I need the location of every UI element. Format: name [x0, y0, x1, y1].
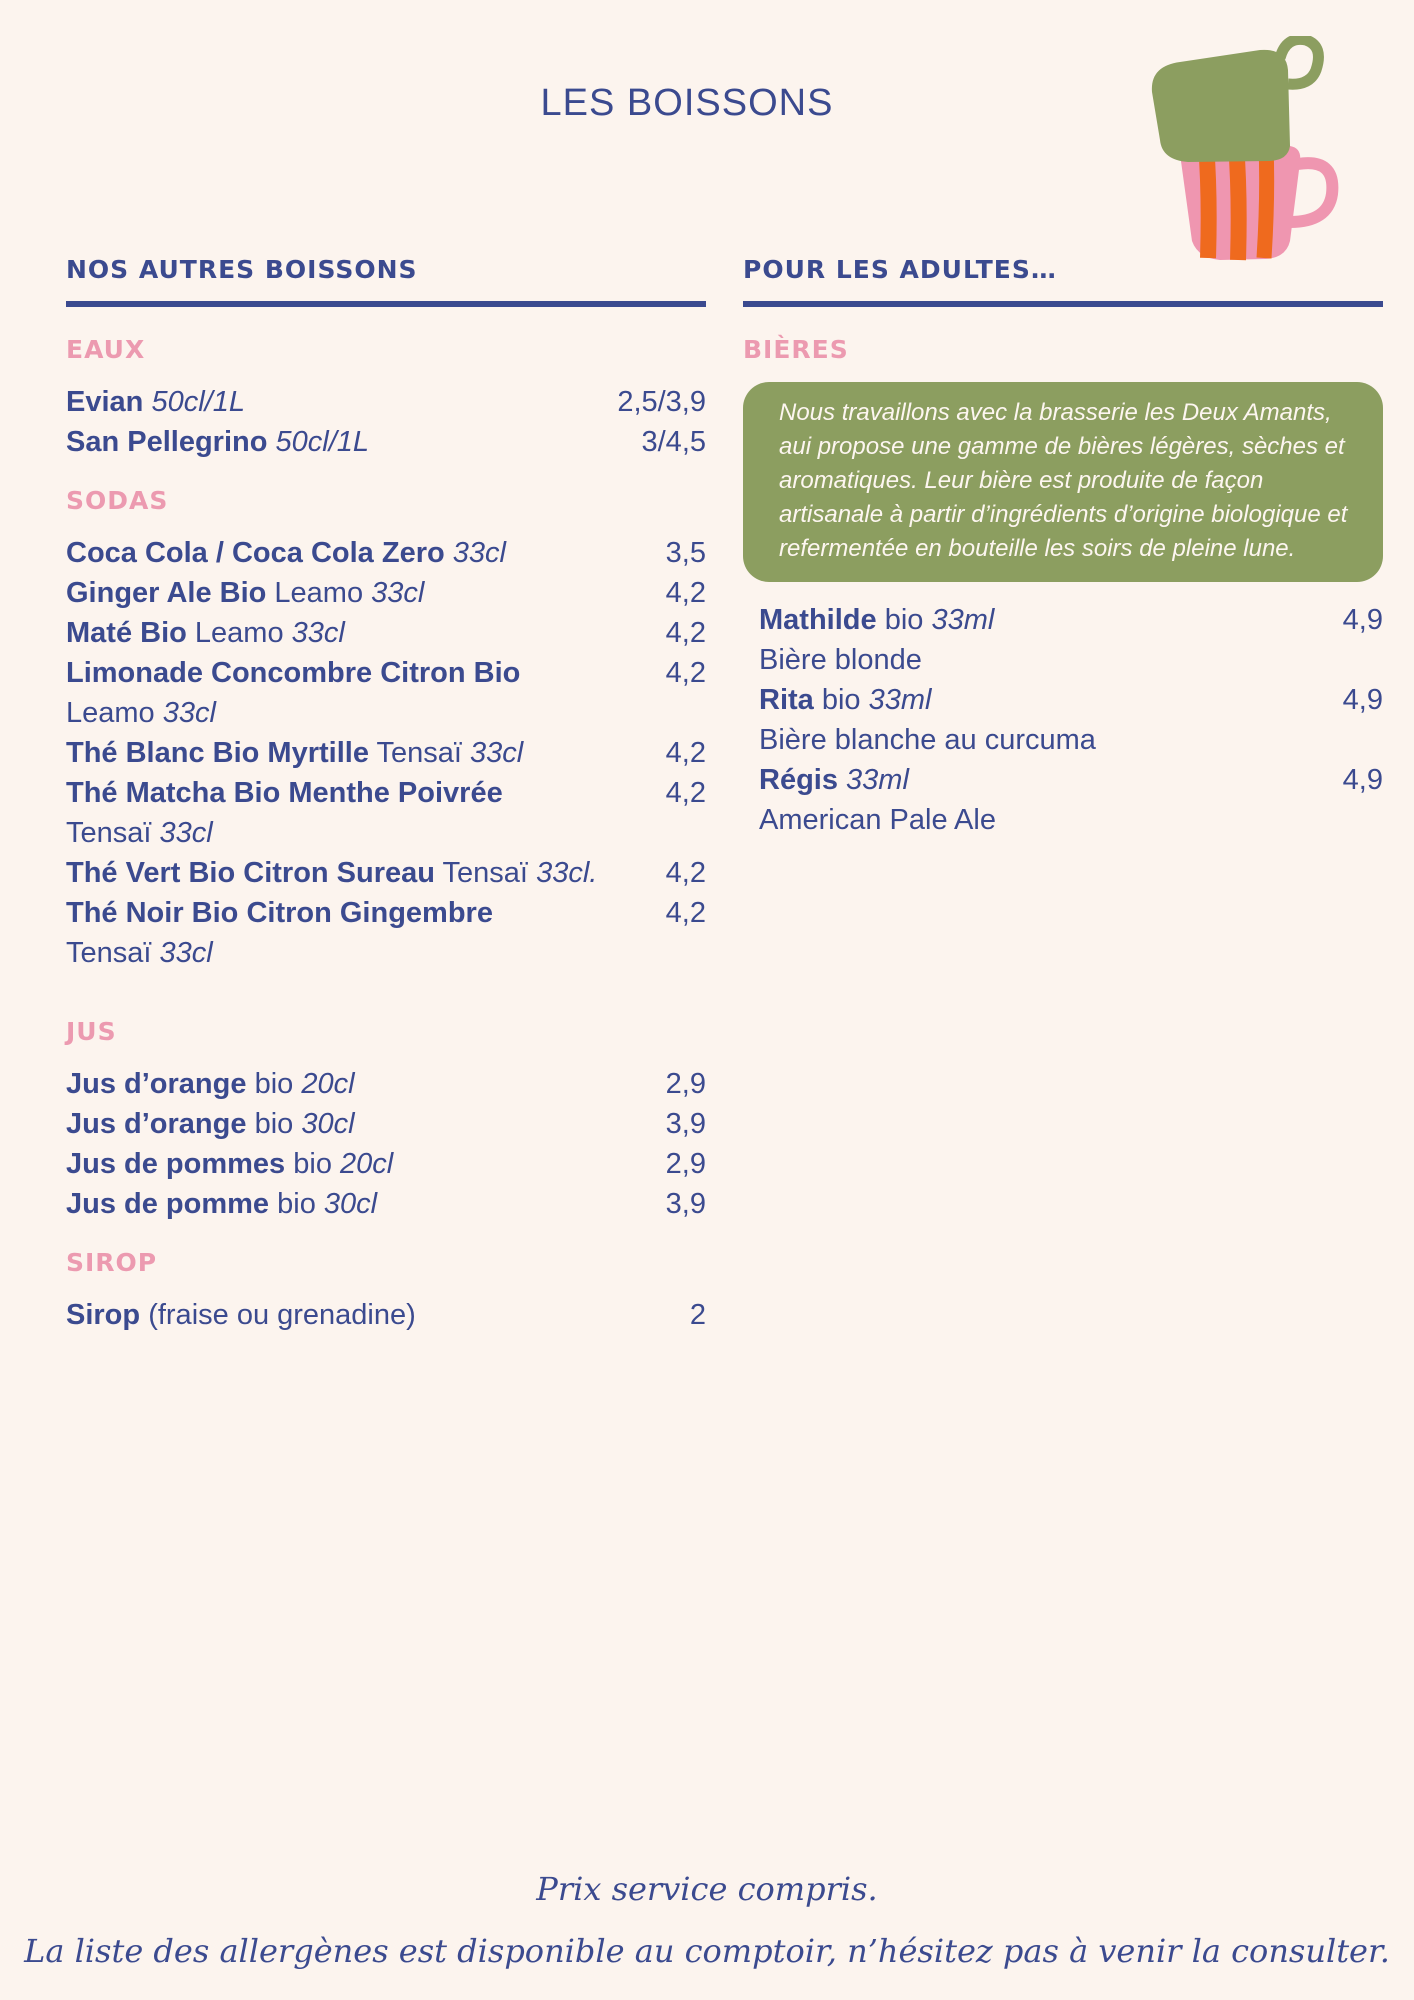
section-eaux	[66, 335, 706, 462]
price: 4,2	[665, 857, 706, 889]
price: 4,9	[1342, 604, 1383, 636]
menu-item: Limonade Concombre Citron Bio 4,2	[66, 653, 706, 693]
price: 4,2	[665, 657, 706, 689]
section-title: JUS	[66, 1017, 117, 1046]
menu-item: Jus d’orange bio 30cl 3,9	[66, 1104, 706, 1144]
menu-item: San Pellegrino 50cl/1L 3/4,5	[66, 422, 706, 462]
column-heading: POUR LES ADULTES…	[743, 255, 1057, 284]
menu-item: Ginger Ale Bio Leamo 33cl 4,2	[66, 573, 706, 613]
divider	[743, 301, 1383, 307]
section-sirop	[66, 1248, 706, 1335]
price: 4,2	[665, 577, 706, 609]
brewery-note: Nous travaillons avec la brasserie les Deux Amants, aui propose une gamme de bières légères, sèches et aromatiques. Leur bière est produite de façon artisanale à partir d’ingrédients d’origine biologique et refermentée en bouteille les soirs de pleine lune.	[743, 382, 1383, 582]
item-subline: Tensaï 33cl	[66, 817, 213, 849]
menu-item: Jus d’orange bio 20cl 2,9	[66, 1064, 706, 1104]
menu-item: Thé Noir Bio Citron Gingembre 4,2	[66, 893, 706, 933]
menu-item: Mathilde bio 33ml 4,9	[759, 600, 1383, 640]
footer-allergens-note: La liste des allergènes est disponible au comptoir, n’hésitez pas à venir la consulter.	[24, 1932, 1390, 1970]
menu-item: Thé Blanc Bio Myrtille Tensaï 33cl 4,2	[66, 733, 706, 773]
price: 4,2	[665, 897, 706, 929]
item-subline: Leamo 33cl	[66, 697, 216, 729]
price: 4,2	[665, 777, 706, 809]
section-title: SODAS	[66, 486, 169, 515]
price: 4,2	[665, 737, 706, 769]
menu-item: Thé Vert Bio Citron Sureau Tensaï 33cl. 4,2	[66, 853, 706, 893]
menu-item: Coca Cola / Coca Cola Zero 33cl 3,5	[66, 533, 706, 573]
footer-note: Prix service compris.	[536, 1870, 878, 1908]
price: 4,2	[665, 617, 706, 649]
section-title: SIROP	[66, 1248, 158, 1277]
menu-item: Rita bio 33ml 4,9	[759, 680, 1383, 720]
menu-item: Régis 33ml 4,9	[759, 760, 1383, 800]
price: 4,9	[1342, 684, 1383, 716]
menu-item: Jus de pommes bio 20cl 2,9	[66, 1144, 706, 1184]
stacked-mugs-icon	[1140, 36, 1340, 266]
beer-list	[743, 600, 1383, 840]
price: 3/4,5	[641, 426, 706, 458]
price: 2	[689, 1299, 706, 1331]
menu-item: Jus de pomme bio 30cl 3,9	[66, 1184, 706, 1224]
price: 3,9	[665, 1188, 706, 1220]
menu-item: Maté Bio Leamo 33cl 4,2	[66, 613, 706, 653]
menu-item: Sirop (fraise ou grenadine) 2	[66, 1295, 706, 1335]
column-heading: NOS AUTRES BOISSONS	[66, 255, 418, 284]
section-title: EAUX	[66, 335, 146, 364]
section-sodas	[66, 486, 706, 973]
left-column	[66, 255, 706, 1359]
page-title: LES BOISSONS	[540, 82, 834, 124]
price: 2,9	[665, 1068, 706, 1100]
menu-item: Thé Matcha Bio Menthe Poivrée 4,2	[66, 773, 706, 813]
item-subline: Bière blanche au curcuma	[759, 724, 1096, 756]
price: 4,9	[1342, 764, 1383, 796]
section-title: BIÈRES	[743, 335, 849, 364]
item-subline: Bière blonde	[759, 644, 922, 676]
divider	[66, 301, 706, 307]
price: 3,9	[665, 1108, 706, 1140]
price: 3,5	[665, 537, 706, 569]
item-subline: Tensaï 33cl	[66, 937, 213, 969]
right-column	[743, 255, 1383, 840]
section-jus	[66, 1017, 706, 1224]
menu-item: Evian 50cl/1L 2,5/3,9	[66, 382, 706, 422]
item-subline: American Pale Ale	[759, 804, 996, 836]
price: 2,5/3,9	[617, 386, 706, 418]
price: 2,9	[665, 1148, 706, 1180]
